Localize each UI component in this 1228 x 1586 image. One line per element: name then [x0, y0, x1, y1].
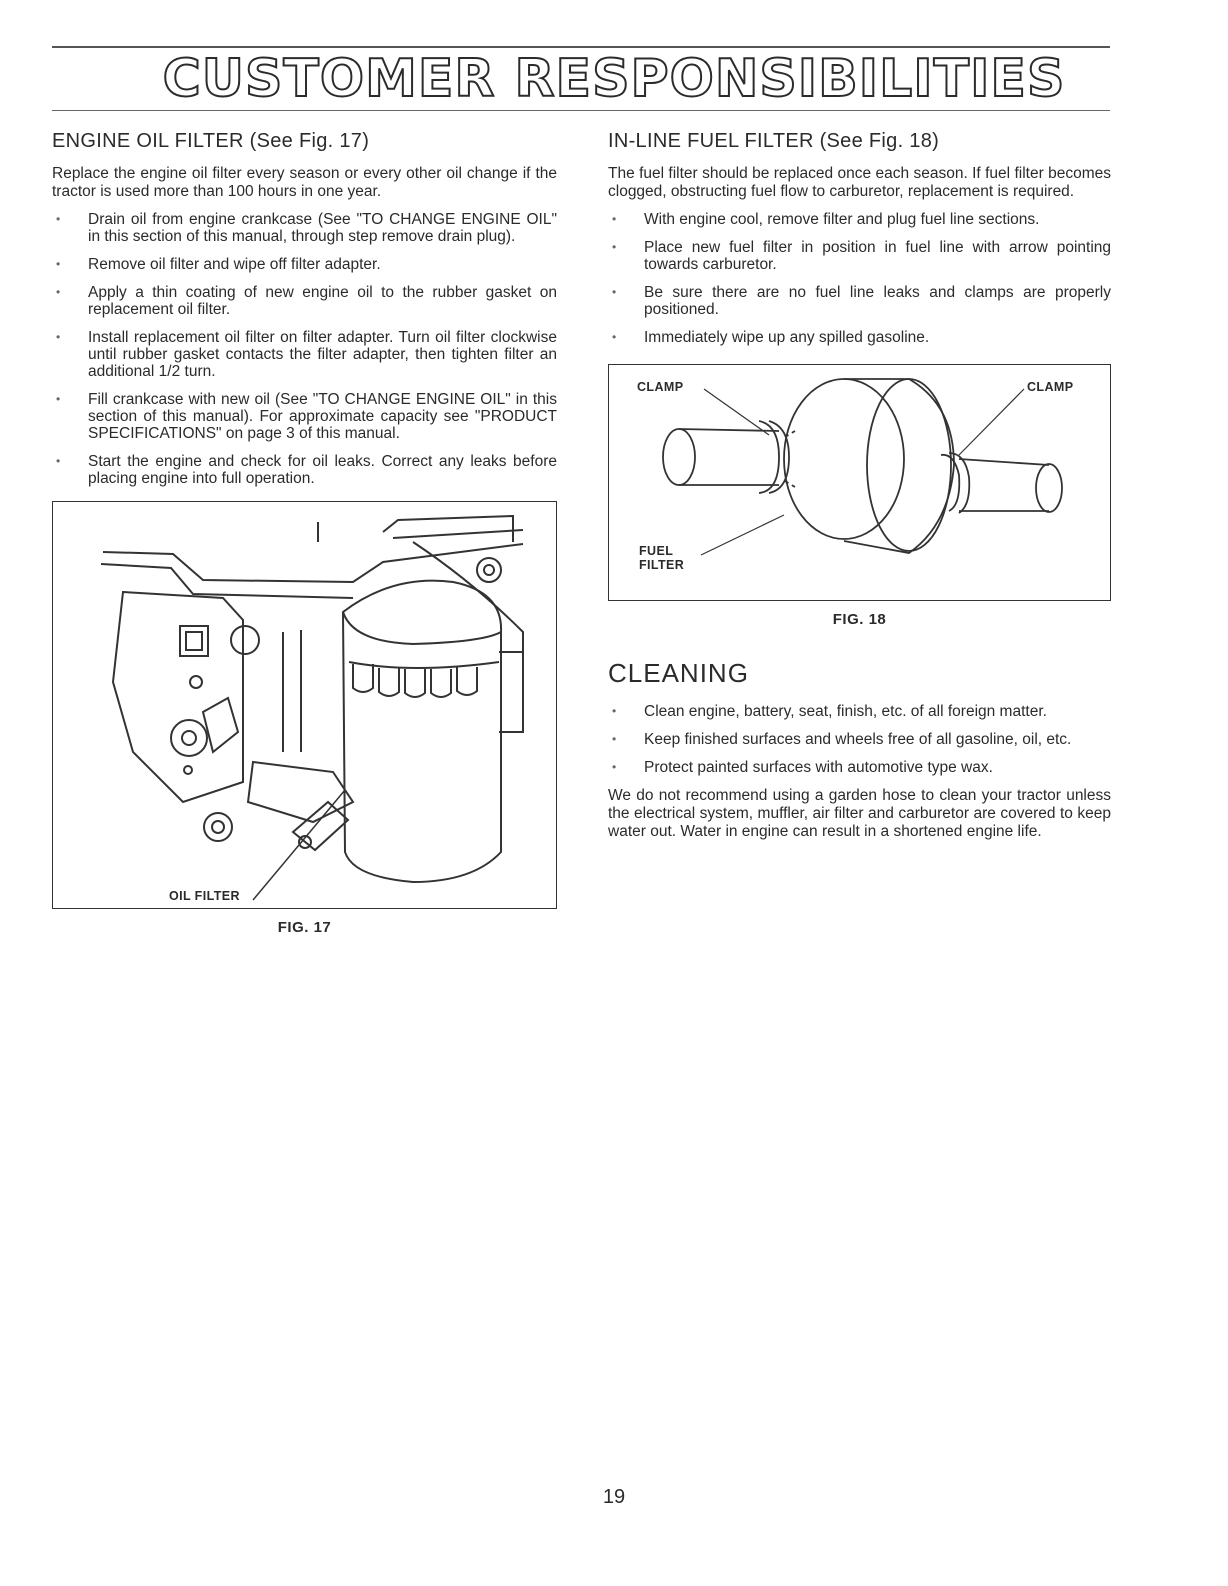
clamp-right-label: CLAMP [1027, 380, 1074, 394]
figure-18-caption: FIG. 18 [832, 611, 887, 628]
cleaning-steps [608, 703, 1111, 776]
cleaning-heading: CLEANING [608, 658, 749, 688]
fuel-filter-section [608, 130, 1111, 851]
engine-oil-filter-drawing [53, 502, 556, 908]
oil-filter-heading: ENGINE OIL FILTER (See Fig. 17) [52, 130, 370, 152]
list-item: • Install replacement oil filter on filter adapter. Turn oil filter clockwise until rubber gasket contacts the filter adapter, then tighten filter an additional 1/2 turn. [52, 329, 557, 380]
header-rule-top [52, 46, 1110, 48]
fuel-filter-intro: The fuel filter should be replaced once each season. If fuel filter becomes clogged, obstructing fuel flow to carburetor, replacement is required. [608, 165, 1111, 200]
page-number: 19 [602, 1486, 626, 1508]
list-item: • Drain oil from engine crankcase (See "TO CHANGE ENGINE OIL" in this section of this manual, through step remove drain plug). [52, 211, 557, 245]
filter-label: FILTER [639, 558, 685, 572]
cleaning-section [608, 658, 1111, 841]
figure-17-oil-filter-illustration [52, 501, 557, 909]
figure-17-caption: FIG. 17 [277, 919, 332, 936]
list-item: • Keep finished surfaces and wheels free of all gasoline, oil, etc. [608, 731, 1111, 748]
header-rule-bottom [52, 110, 1110, 111]
oil-filter-section [52, 130, 557, 936]
oil-filter-label: OIL FILTER [169, 889, 240, 903]
clamp-left-label: CLAMP [637, 380, 684, 394]
oil-filter-intro: Replace the engine oil filter every season or every other oil change if the tractor is used more than 100 hours in one year. [52, 165, 557, 200]
list-item: • Protect painted surfaces with automotive type wax. [608, 759, 1111, 776]
fuel-filter-steps [608, 211, 1111, 346]
list-item: • Immediately wipe up any spilled gasoline. [608, 329, 1111, 346]
oil-filter-steps [52, 211, 557, 487]
list-item: • Apply a thin coating of new engine oil to the rubber gasket on replacement oil filter. [52, 284, 557, 318]
cleaning-note: We do not recommend using a garden hose to clean your tractor unless the electrical system, muffler, air filter and carburetor are covered to keep water out. Water in engine can result in a shortened engine life. [608, 787, 1111, 840]
figure-18-fuel-filter-illustration [608, 364, 1111, 601]
fuel-label: FUEL [639, 544, 674, 558]
list-item: • Be sure there are no fuel line leaks and clamps are properly positioned. [608, 284, 1111, 318]
page-title: CUSTOMER RESPONSIBILITIES [162, 49, 1066, 109]
list-item: • Clean engine, battery, seat, finish, etc. of all foreign matter. [608, 703, 1111, 720]
fuel-filter-heading: IN-LINE FUEL FILTER (See Fig. 18) [608, 130, 940, 152]
list-item: • Place new fuel filter in position in fuel line with arrow pointing towards carburetor. [608, 239, 1111, 273]
list-item: • Fill crankcase with new oil (See "TO CHANGE ENGINE OIL" in this section of this manual). For approximate capacity see "PRODUCT SPECIFICATIONS" on page 3 of this manual. [52, 391, 557, 442]
list-item: • With engine cool, remove filter and plug fuel line sections. [608, 211, 1111, 228]
list-item: • Start the engine and check for oil leaks. Correct any leaks before placing engine into full operation. [52, 453, 557, 487]
list-item: • Remove oil filter and wipe off filter adapter. [52, 256, 557, 273]
